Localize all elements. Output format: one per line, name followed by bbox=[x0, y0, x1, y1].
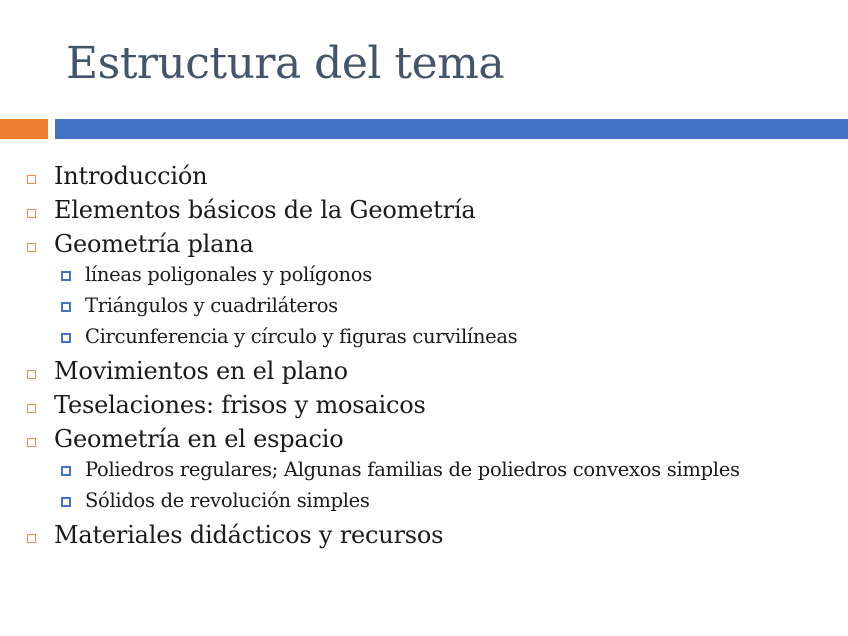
sub-list-item-text: líneas poligonales y polígonos bbox=[85, 263, 372, 286]
list-item-text: Materiales didácticos y recursos bbox=[54, 521, 444, 549]
square-bullet-icon bbox=[27, 438, 36, 447]
filled-square-bullet-icon bbox=[61, 271, 71, 281]
sub-list-item bbox=[0, 321, 848, 352]
filled-square-bullet-icon bbox=[61, 497, 71, 507]
filled-square-bullet-icon bbox=[61, 302, 71, 312]
list-item-text: Geometría plana bbox=[54, 230, 254, 258]
list-item-text: Teselaciones: frisos y mosaicos bbox=[54, 391, 426, 419]
filled-square-bullet-icon bbox=[61, 333, 71, 343]
square-bullet-icon bbox=[27, 175, 36, 184]
list-item bbox=[0, 386, 848, 420]
list-item bbox=[0, 352, 848, 386]
accent-bar-blue bbox=[55, 119, 848, 139]
square-bullet-icon bbox=[27, 243, 36, 252]
list-item bbox=[0, 420, 848, 454]
sub-list-item bbox=[0, 485, 848, 516]
square-bullet-icon bbox=[27, 404, 36, 413]
list-item-text: Movimientos en el plano bbox=[54, 357, 348, 385]
sub-list-item bbox=[0, 290, 848, 321]
list-item bbox=[0, 191, 848, 225]
bullet-list bbox=[0, 157, 848, 550]
sub-list-item-text: Sólidos de revolución simples bbox=[85, 489, 370, 512]
filled-square-bullet-icon bbox=[61, 466, 71, 476]
square-bullet-icon bbox=[27, 534, 36, 543]
list-item bbox=[0, 516, 848, 550]
sub-list-item-text: Circunferencia y círculo y figuras curvilíneas bbox=[85, 325, 518, 348]
list-item-text: Elementos básicos de la Geometría bbox=[54, 196, 476, 224]
list-item-text: Geometría en el espacio bbox=[54, 425, 344, 453]
list-item bbox=[0, 157, 848, 191]
sub-list-item-text: Triángulos y cuadriláteros bbox=[85, 294, 338, 317]
square-bullet-icon bbox=[27, 370, 36, 379]
square-bullet-icon bbox=[27, 209, 36, 218]
list-item bbox=[0, 225, 848, 259]
list-item-text: Introducción bbox=[54, 162, 208, 190]
sub-list-item bbox=[0, 259, 848, 290]
sub-list-item-text: Poliedros regulares; Algunas familias de poliedros convexos simples bbox=[85, 458, 740, 481]
accent-bar-orange bbox=[0, 119, 48, 139]
slide-title: Estructura del tema bbox=[66, 38, 505, 89]
sub-list-item bbox=[0, 454, 848, 485]
